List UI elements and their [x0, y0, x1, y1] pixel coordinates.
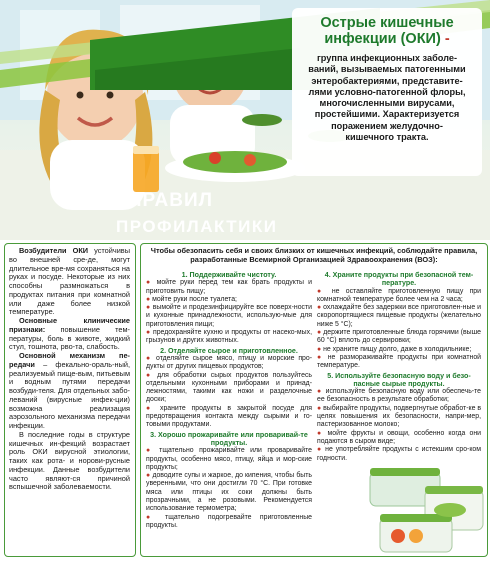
- rule-heading: 1. Поддерживайте чистоту.: [181, 271, 277, 279]
- viral-paragraph: В последние годы в структуре кишечных ин-фекций возрастает роль ОКИ вирусной этиологии, таких как рота- и норови-русные инфекции. Данные возбудители часто являют-ся причиной вспышечной заболеваемости.: [9, 429, 130, 492]
- rule-item: [146, 296, 312, 304]
- bullet-icon: ●: [317, 446, 326, 454]
- rule-heading: 3. Хорошо прожаривайте или проваривай-те продукты.: [150, 430, 308, 447]
- bullet-icon: ●: [317, 304, 324, 312]
- rule-item: [317, 329, 481, 346]
- rule-item: [146, 514, 312, 531]
- rule-item-text: доводите супы и жаркое, до кипения, чтобы быть уверенными, что они достигли 70 °С. При готовке мяса или птицы их соки должны быть прозрачными, а не розовыми. Рекомендуется использование термометра;: [146, 472, 312, 513]
- rule-item-text: мойте руки после туалета;: [152, 295, 237, 303]
- rule-item: [146, 355, 312, 372]
- rule-item-text: тщательно прожаривайте или проваривайте продукты, особенно мясо, птицу, яйца и мор-ские продукты;: [146, 447, 312, 471]
- definition-text: [298, 53, 476, 143]
- definition-title-text: Острые кишечные инфекции (ОКИ): [320, 15, 454, 47]
- transmission-text: – фекально-ораль-ный, реализуемый пище-вым, питьевым и водным путями передачи возбуди-теля. Для отдельных забо-леваний (вирусные инфек-ции) возможна реализация аэрозольного механизма передачи инфекции.: [9, 359, 130, 430]
- pathogens-paragraph: [9, 247, 130, 317]
- rule-item-text: мойте фрукты и овощи, особенно когда они подаются в сыром виде;: [317, 429, 482, 445]
- rule-item: [146, 472, 312, 513]
- bullet-icon: ●: [146, 472, 153, 480]
- banner-title-line2: ПРОФИЛАКТИКИ: [116, 217, 278, 236]
- rule-item: [146, 372, 312, 405]
- bullet-icon: ●: [146, 354, 157, 362]
- definition-line: группа инфекционных заболе-: [316, 53, 458, 63]
- rule-item: [317, 354, 481, 371]
- food-containers-photo: [330, 432, 486, 557]
- definition-line: кишечного тракта.: [345, 132, 429, 143]
- bullet-icon: ●: [317, 404, 324, 412]
- bullet-icon: ●: [146, 304, 153, 312]
- symptoms-lead: Основные клинические признаки:: [9, 316, 130, 334]
- rule-item-text: тщательно подогревайте приготовленные продукты.: [146, 513, 313, 529]
- rule-heading: 2. Отделяйте сырое и приготовленное.: [160, 346, 298, 355]
- rule-item: [146, 405, 312, 430]
- rule-item-text: выбирайте продукты, подвергнутые обработ-ке в целях повышения их безопасности, напри-мер, пастеризованное молоко;: [317, 404, 482, 429]
- rule-item-text: вымойте и продезинфицируйте все поверх-ности и кухонные принадлежности, использую-мые для приготовления пищи;: [146, 304, 312, 328]
- rule-item: [146, 279, 312, 296]
- rule-item-text: не оставляйте приготовленную пищу при комнатной температуре более чем на 2 часа;: [317, 287, 481, 303]
- transmission-paragraph: [9, 352, 130, 431]
- symptoms-text: повышение тем-пературы, боль в животе, жидкий стул, тошнота, рво-та, слабость.: [9, 324, 130, 352]
- left-info-text: [9, 247, 130, 492]
- rule-item-text: храните продукты в закрытой посуде для предотвращения контакта между сырыми и го-товыми продуктами.: [146, 404, 312, 429]
- bullet-icon: ●: [146, 371, 158, 379]
- symptoms-paragraph: [9, 317, 130, 352]
- rule-item: [146, 329, 312, 346]
- definition-line: лями условно-патогенной флоры,: [308, 86, 466, 97]
- bullet-icon: ●: [146, 279, 157, 287]
- bullet-icon: ●: [317, 329, 324, 337]
- definition-line: многочисленными вирусами,: [319, 98, 455, 109]
- rule-item: [317, 288, 481, 305]
- rules-column-left: [146, 270, 312, 530]
- rule-item-text: держите приготовленные блюда горячими (выше 60 °С) вплоть до сервировки;: [317, 329, 481, 345]
- pathogens-lead: Возбудители ОКИ: [19, 246, 89, 255]
- bullet-icon: ●: [146, 329, 153, 337]
- definition-line: ваний, вызываемых патогенными: [308, 64, 466, 75]
- rule-item: [317, 405, 481, 430]
- rule-item-text: предохраняйте кухню и продукты от насеко-мых, грызунов и других животных.: [146, 329, 312, 345]
- definition-box: [292, 8, 482, 176]
- children-photo: [0, 0, 490, 240]
- definition-line: простейшими. Характеризуется: [314, 109, 460, 120]
- bullet-icon: ●: [146, 404, 160, 412]
- banner-title-line1: 5 ПРАВИЛ: [110, 190, 213, 211]
- definition-dash: -: [444, 31, 450, 47]
- definition-title: [292, 15, 482, 47]
- rule-item-text: отделяйте сырое мясо, птицу и морские про-дукты от других пищевых продуктов;: [146, 354, 313, 371]
- rule-item-text: не употребляйте продукты с истекшим сро-ком годности.: [317, 446, 482, 462]
- rule-heading: 5. Используйте безопасную воду и безо-пасные сырые продукты.: [327, 371, 471, 388]
- rules-intro: Чтобы обезопасить себя и своих близких от кишечных инфекций, соблюдайте правила, разработанные Всемирной Организацией Здравоохранения (ВОЗ):: [150, 246, 478, 264]
- definition-line: поражением желудочно-: [331, 120, 443, 131]
- transmission-lead: Основной механизм пе-редачи: [9, 351, 130, 369]
- rule-item-text: охлаждайте без задержки все приготовлен-ные и скоропортящиеся пищевые продукты (желательно ниже 5 °С);: [317, 304, 482, 328]
- bullet-icon: ●: [317, 345, 324, 353]
- rule-heading: 4. Храните продукты при безопасной тем-пературе.: [324, 271, 474, 288]
- rule-item: [317, 346, 481, 354]
- bullet-icon: ●: [317, 353, 328, 361]
- rule-item: [317, 304, 481, 329]
- rule-item-text: используйте безопасную воду или обеспечь-те ее безопасность в результате обработки;: [317, 388, 481, 404]
- rule-item-text: не размораживайте продукты при комнатной температуре.: [317, 353, 482, 370]
- bullet-icon: ●: [317, 429, 328, 437]
- rule-item-text: для обработки сырых продуктов пользуйтесь отдельными кухонными приборами и принад-лежностями, такими как ножи и разделочные доски;: [146, 371, 312, 404]
- rule-item: [146, 304, 312, 329]
- rule-item: [146, 447, 312, 472]
- bullet-icon: ●: [146, 447, 160, 455]
- bullet-icon: ●: [317, 388, 326, 396]
- definition-line: энтеробактериями, представите-: [311, 75, 463, 86]
- bullet-icon: ●: [317, 287, 332, 295]
- bullet-icon: ●: [146, 513, 166, 521]
- pathogens-text: устойчивы во внешней сре-де, могут длительное вре-мя сохраняться на руках и посуде. Некоторые из них способны размножаться в продуктах питания при комнатной или даже более низкой температуре.: [9, 246, 130, 317]
- rule-item-text: не храните пищу долго, даже в холодильнике;: [323, 345, 472, 353]
- left-info-panel: [4, 243, 136, 557]
- bullet-icon: ●: [146, 295, 153, 303]
- rule-item-text: мойте руки перед тем как брать продукты и приготовить пищу;: [146, 279, 312, 295]
- rule-item: [317, 388, 481, 405]
